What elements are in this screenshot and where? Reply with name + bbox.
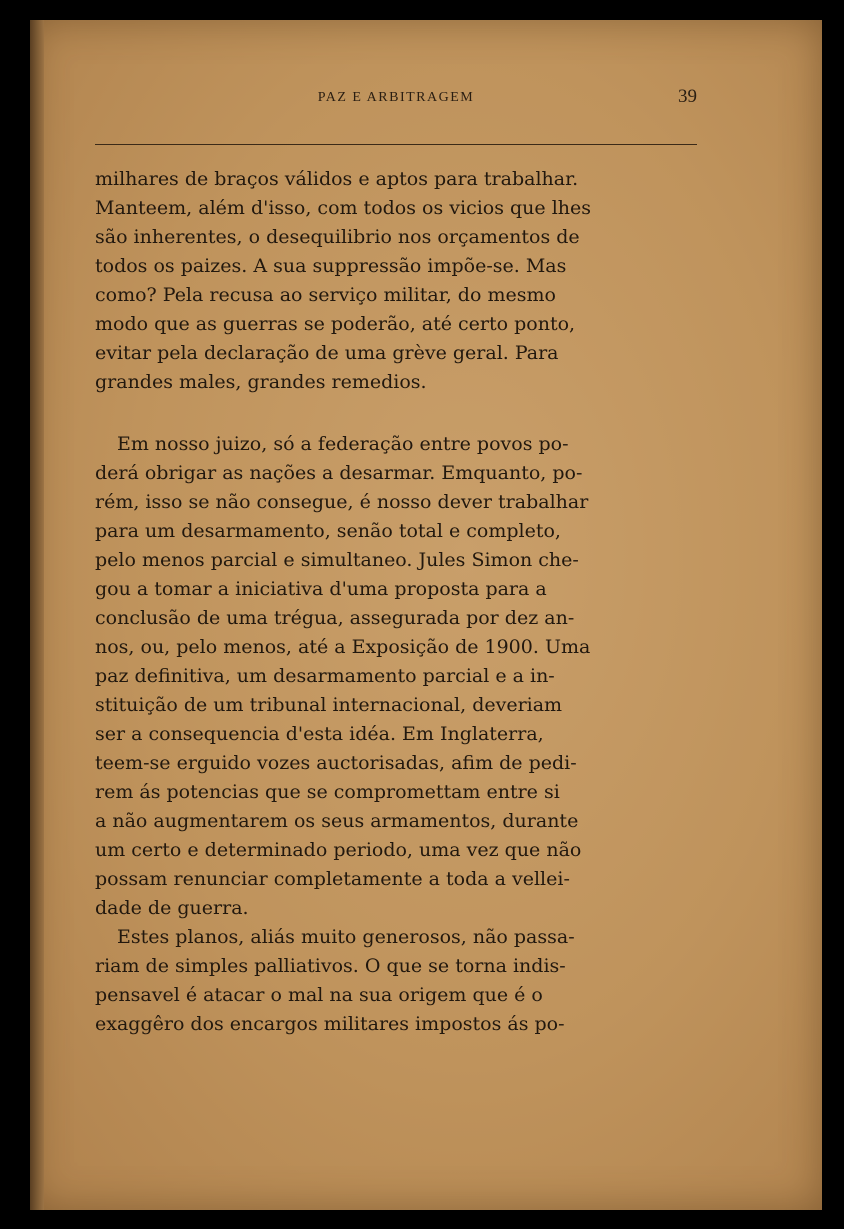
text-line: rem ás potencias que se compromettam entre si — [95, 781, 560, 803]
text-line: paz definitiva, um desarmamento parcial e a in- — [95, 665, 555, 687]
text-line: são inherentes, o desequilibrio nos orçamentos de — [95, 226, 580, 248]
body-text — [95, 165, 697, 1039]
paragraph-gap — [95, 397, 697, 430]
paragraph-2 — [95, 430, 697, 923]
text-line: modo que as guerras se poderão, até certo ponto, — [95, 313, 576, 335]
text-line: todos os paizes. A sua suppressão impõe-se. Mas — [95, 255, 567, 277]
running-head — [95, 84, 697, 114]
text-line: Em nosso juizo, só a federação entre povos po- — [117, 433, 569, 455]
text-line: gou a tomar a iniciativa d'uma proposta para a — [95, 578, 547, 600]
text-line: ser a consequencia d'esta idéa. Em Inglaterra, — [95, 723, 544, 745]
text-line: possam renunciar completamente a toda a vellei- — [95, 868, 570, 890]
text-line: exaggêro dos encargos militares impostos ás po- — [95, 1013, 565, 1035]
book-gutter — [30, 20, 44, 1210]
text-line: dade de guerra. — [95, 897, 249, 919]
text-line: milhares de braços válidos e aptos para trabalhar. — [95, 168, 579, 190]
text-line: pelo menos parcial e simultaneo. Jules Simon che- — [95, 549, 579, 571]
text-line: derá obrigar as nações a desarmar. Emquanto, po- — [95, 462, 583, 484]
running-head-title: PAZ E ARBITRAGEM — [317, 90, 475, 105]
text-line: grandes males, grandes remedios. — [95, 371, 427, 393]
text-line: riam de simples palliativos. O que se torna indis- — [95, 955, 566, 977]
text-line: teem-se erguido vozes auctorisadas, afim de pedi- — [95, 752, 577, 774]
text-line: rém, isso se não consegue, é nosso dever trabalhar — [95, 491, 589, 513]
text-line: nos, ou, pelo menos, até a Exposição de 1900. Uma — [95, 636, 591, 658]
text-line: Estes planos, aliás muito generosos, não passa- — [117, 926, 575, 948]
text-line: pensavel é atacar o mal na sua origem que é o — [95, 984, 543, 1006]
page-number: 39 — [678, 86, 697, 107]
text-line: para um desarmamento, senão total e completo, — [95, 520, 561, 542]
header-rule — [95, 144, 697, 145]
text-line: a não augmentarem os seus armamentos, durante — [95, 810, 579, 832]
text-line: Manteem, além d'isso, com todos os vicios que lhes — [95, 197, 592, 219]
text-line: evitar pela declaração de uma grève geral. Para — [95, 342, 559, 364]
text-line: stituição de um tribunal internacional, deveriam — [95, 694, 563, 716]
text-line: conclusão de uma trégua, assegurada por dez an- — [95, 607, 575, 629]
text-line: como? Pela recusa ao serviço militar, do mesmo — [95, 284, 556, 306]
text-line: um certo e determinado periodo, uma vez que não — [95, 839, 582, 861]
paragraph-3 — [95, 923, 697, 1039]
paragraph-1 — [95, 165, 697, 397]
